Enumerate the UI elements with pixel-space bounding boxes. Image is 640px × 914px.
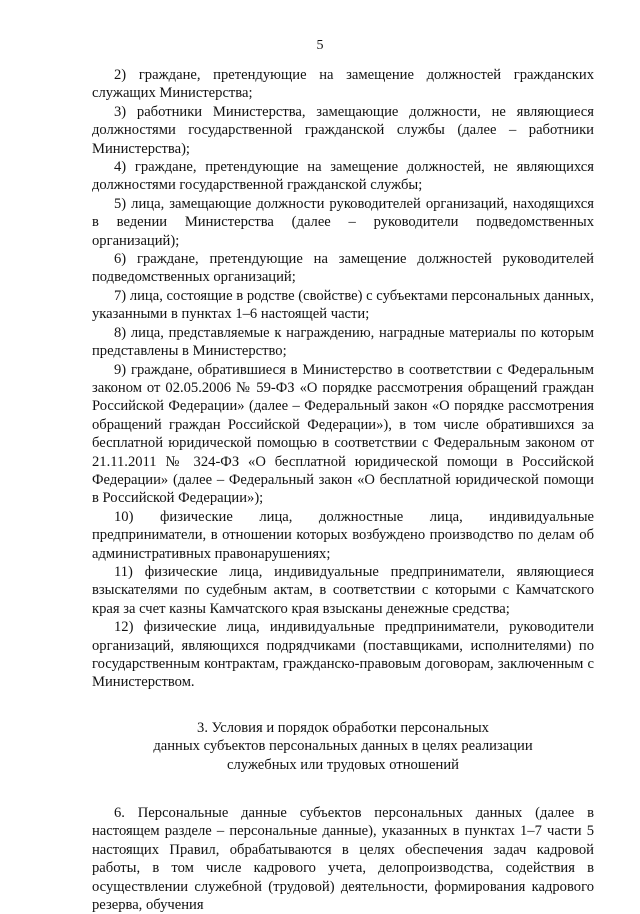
page-number: 5 <box>316 38 324 53</box>
paragraph-item-11: 11) физические лица, индивидуальные предприниматели, являющиеся взыскателями по судебным актам, в соответствии с которыми с Камчатского края за счет казны Камчатского края взысканы денежные средства; <box>92 563 594 617</box>
paragraph-item-9: 9) граждане, обратившиеся в Министерство в соответствии с Федеральным законом от 02.05.2006 № 59-ФЗ «О порядке рассмотрения обращений граждан Российской Федерации» (далее – Федеральный закон «О порядке рассмотрения обращений граждан Российской Федерации»), в том числе обратившихся за бесплатной юридической помощью в соответствии с Федеральным законом от 21.11.2011 № 324-ФЗ «О бесплатной юридической помощи в Российской Федерации» (далее – Федеральный закон «О бесплатной юридической помощи в Российской Федерации»); <box>92 361 594 507</box>
paragraph-item-6: 6) граждане, претендующие на замещение должностей руководителей подведомственных организаций; <box>92 251 594 286</box>
paragraph-item-4: 4) граждане, претендующие на замещение должностей, не являющихся должностями государственной гражданской службы; <box>92 159 594 194</box>
paragraph-item-10: 10) физические лица, должностные лица, индивидуальные предприниматели, в отношении которых возбуждено производство по делам об административных правонарушениях; <box>92 508 594 562</box>
section-heading-line-3: служебных или трудовых отношений <box>227 756 459 773</box>
paragraph-item-7: 7) лица, состоящие в родстве (свойстве) с субъектами персональных данных, указанными в пунктах 1–6 настоящей части; <box>92 287 594 323</box>
paragraph-item-12: 12) физические лица, индивидуальные предприниматели, руководители организаций, являющихся подрядчиками (поставщиками, исполнителями) по государственным контрактам, гражданско-правовым договорам, заключенным с Министерством. <box>92 619 594 691</box>
paragraph-clause-6: 6. Персональные данные субъектов персональных данных (далее в настоящем разделе – персональные данные), указанных в пунктах 1–7 части 5 настоящих Правил, обрабатываются в целях обеспечения задач кадровой работы, в том числе кадрового учета, делопроизводства, содействия в осуществлении служебной (трудовой) деятельности, формирования кадрового резерва, обучения <box>92 805 594 914</box>
section-heading-line-2: данных субъектов персональных данных в целях реализации <box>153 738 533 755</box>
paragraph-item-3: 3) работники Министерства, замещающие должности, не являющиеся должностями государственной гражданской службы (далее – работники Министерства); <box>92 103 594 157</box>
paragraph-item-2: 2) граждане, претендующие на замещение должностей гражданских служащих Министерства; <box>92 67 594 102</box>
paragraph-item-8: 8) лица, представляемые к награждению, наградные материалы по которым представлены в Министерство; <box>92 324 594 360</box>
section-heading-line-1: 3. Условия и порядок обработки персональных <box>197 719 489 736</box>
paragraph-item-5: 5) лица, замещающие должности руководителей организаций, находящихся в ведении Министерства (далее – руководители подведомственных организаций); <box>92 195 594 249</box>
document-body <box>92 66 594 914</box>
section-heading <box>92 719 594 774</box>
